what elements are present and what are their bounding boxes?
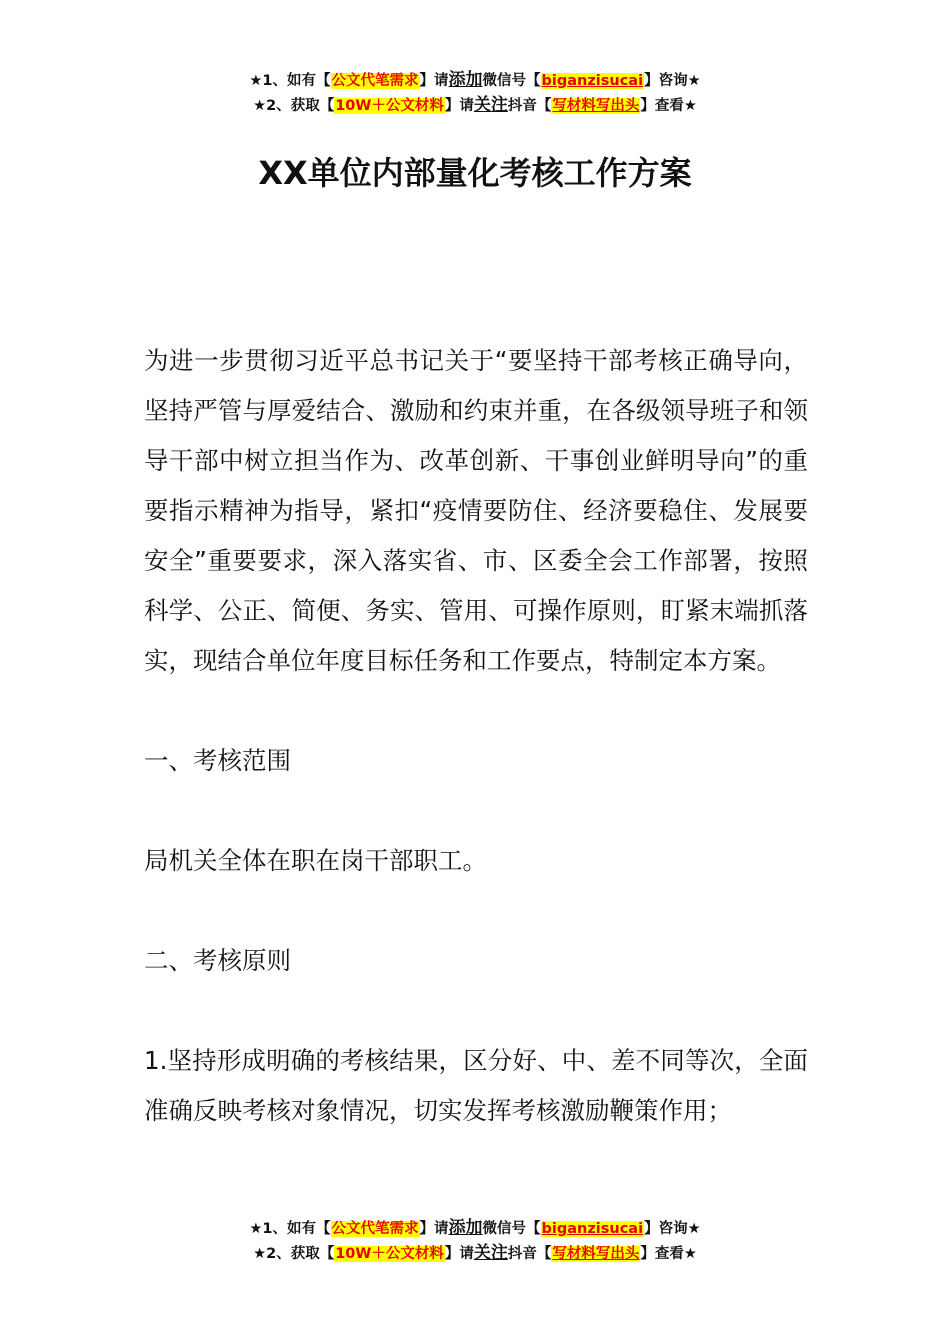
promo-emphasis: 关注 bbox=[473, 1243, 508, 1263]
scope-paragraph: 局机关全体在职在岗干部职工。 bbox=[144, 846, 487, 875]
promo-highlight: 公文代笔需求 bbox=[331, 1221, 419, 1237]
promo-text: 】咨询★ bbox=[644, 73, 701, 89]
promo-text: ★2、获取【 bbox=[253, 1246, 335, 1262]
promo-text: 】查看★ bbox=[640, 1246, 697, 1262]
promo-highlight: 10W＋公文材料 bbox=[335, 1246, 444, 1262]
header-promo-banner bbox=[0, 68, 950, 118]
section-heading-scope: 一、考核范围 bbox=[144, 746, 291, 775]
promo-text: 微信号【 bbox=[482, 73, 541, 89]
promo-text: 】请 bbox=[419, 1221, 449, 1237]
document-body bbox=[144, 336, 808, 1136]
promo-text: ★2、获取【 bbox=[253, 98, 335, 114]
intro-paragraph: 为进一步贯彻习近平总书记关于“要坚持干部考核正确导向，坚持严管与厚爱结合、激励和约束并重，在各级领导班子和领导干部中树立担当作为、改革创新、干事创业鲜明导向”的重要指示精神为指导，紧扣“疫情要防住、经济要稳住、发展要安全”重要要求，深入落实省、市、区委全会工作部署，按照科学、公正、简便、务实、管用、可操作原则，盯紧末端抓落实，现结合单位年度目标任务和工作要点，特制定本方案。 bbox=[144, 346, 808, 675]
promo-text: 抖音【 bbox=[507, 1246, 552, 1262]
promo-text: 抖音【 bbox=[507, 98, 552, 114]
promo-emphasis: 添加 bbox=[448, 70, 483, 90]
promo-text: 】查看★ bbox=[640, 98, 697, 114]
promo-line-2 bbox=[0, 93, 950, 118]
section-heading-principles: 二、考核原则 bbox=[144, 946, 291, 975]
promo-wechat-id: biganzisucai bbox=[541, 1221, 644, 1237]
promo-highlight: 公文代笔需求 bbox=[331, 73, 419, 89]
promo-douyin-id: 写材料写出头 bbox=[552, 1246, 640, 1262]
footer-promo-banner bbox=[0, 1216, 950, 1266]
paragraph-spacer bbox=[144, 786, 808, 836]
promo-text: 】请 bbox=[444, 98, 474, 114]
paragraph-spacer bbox=[144, 986, 808, 1036]
promo-line-1 bbox=[0, 1216, 950, 1241]
document-title: XX单位内部量化考核工作方案 bbox=[258, 154, 692, 192]
promo-highlight: 10W＋公文材料 bbox=[335, 98, 444, 114]
promo-text: ★1、如有【 bbox=[249, 1221, 331, 1237]
promo-line-1 bbox=[0, 68, 950, 93]
promo-text: 】请 bbox=[419, 73, 449, 89]
promo-wechat-id: biganzisucai bbox=[541, 73, 644, 89]
promo-emphasis: 关注 bbox=[473, 95, 508, 115]
promo-text: 微信号【 bbox=[482, 1221, 541, 1237]
promo-line-2 bbox=[0, 1241, 950, 1266]
promo-emphasis: 添加 bbox=[448, 1218, 483, 1238]
promo-douyin-id: 写材料写出头 bbox=[552, 98, 640, 114]
paragraph-spacer bbox=[144, 886, 808, 936]
promo-text: 】咨询★ bbox=[644, 1221, 701, 1237]
promo-text: ★1、如有【 bbox=[249, 73, 331, 89]
paragraph-spacer bbox=[144, 686, 808, 736]
principle-item-1: 1.坚持形成明确的考核结果，区分好、中、差不同等次，全面准确反映考核对象情况，切实发挥考核激励鞭策作用； bbox=[144, 1046, 808, 1125]
promo-text: 】请 bbox=[444, 1246, 474, 1262]
